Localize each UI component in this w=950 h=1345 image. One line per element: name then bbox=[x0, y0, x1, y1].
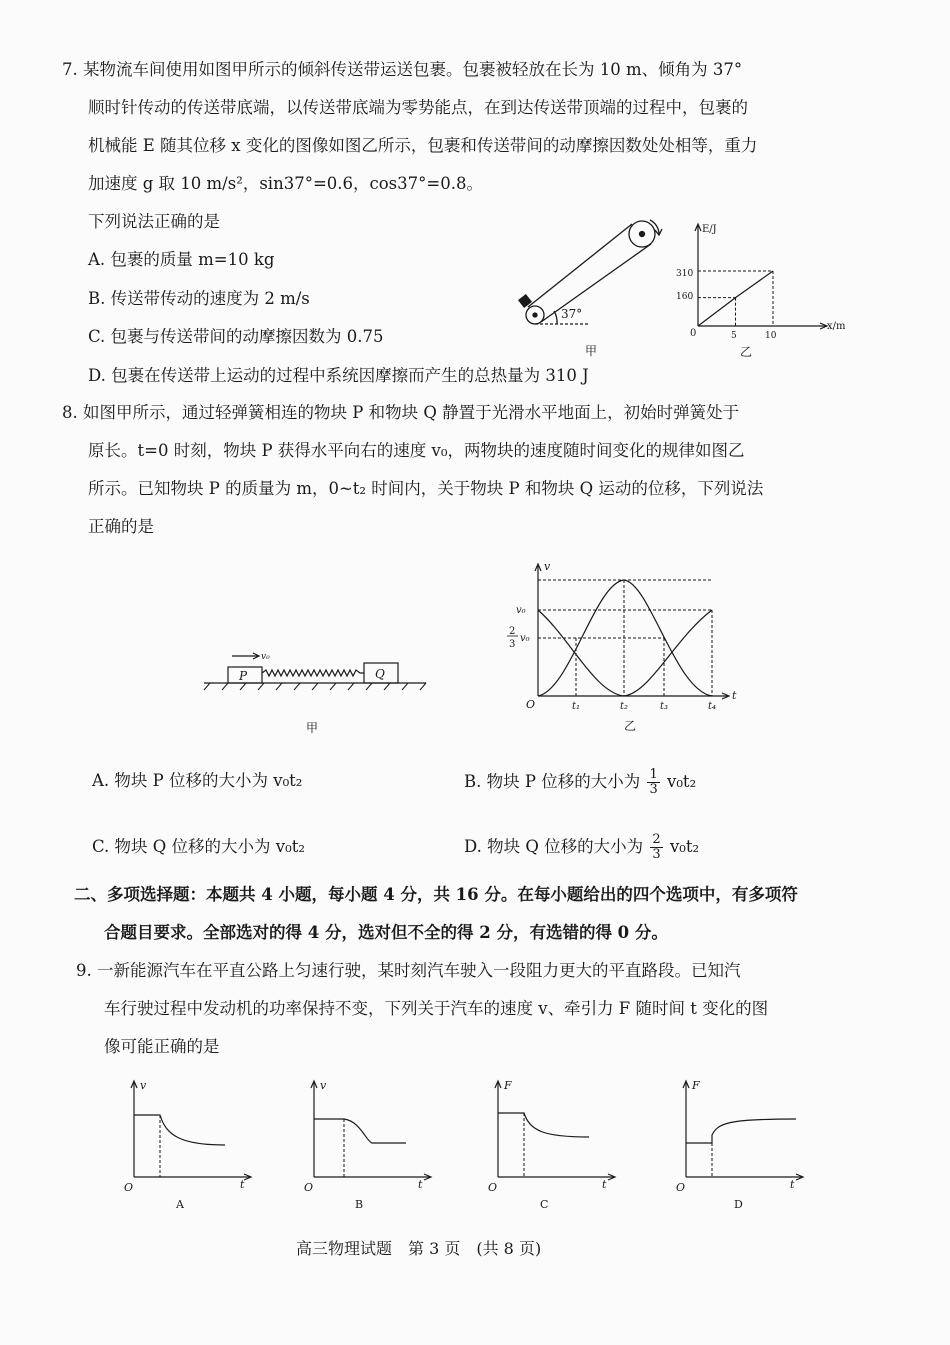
q7-stem-line-4: 加速度 g 取 10 m/s²，sin37°=0.6，cos37°=0.8。 bbox=[88, 174, 483, 193]
q8-option-d-prefix: D. 物块 Q 位移的大小为 bbox=[464, 837, 644, 856]
q7-stem-line-1: 7. 某物流车间使用如图甲所示的倾斜传送带运送包裹。包裹被轻放在长为 10 m、倾角为 37° bbox=[62, 60, 743, 79]
q9-graph-c-origin: O bbox=[488, 1181, 498, 1194]
q9-graph-b-y-label: v bbox=[320, 1079, 327, 1092]
q9-graph-d-origin: O bbox=[676, 1181, 686, 1194]
q8-option-d bbox=[464, 830, 699, 864]
q9-graph-d-y-label: F bbox=[692, 1079, 700, 1092]
q9-stem-line-3: 像可能正确的是 bbox=[104, 1037, 220, 1056]
q9-stem-line-1: 9. 一新能源汽车在平直公路上匀速行驶，某时刻汽车驶入一段阻力更大的平直路段。已知汽 bbox=[76, 961, 741, 980]
q8-graph-xtick-t2: t₂ bbox=[620, 701, 629, 712]
q8-fig-yi-caption: 乙 bbox=[624, 719, 637, 733]
q9-stem-line-2: 车行驶过程中发动机的功率保持不变，下列关于汽车的速度 v、牵引力 F 随时间 t 变化的图 bbox=[104, 999, 769, 1018]
q9-graph-c-x-label: t bbox=[602, 1178, 607, 1191]
section-2-heading: 二、多项选择题：本题共 4 小题，每小题 4 分，共 16 分。在每小题给出的四个选项中，有多项符 bbox=[74, 885, 798, 904]
q7-option-d: D. 包裹在传送带上运动的过程中系统因摩擦而产生的总热量为 310 J bbox=[88, 366, 589, 385]
q7-graph-ytick-160: 160 bbox=[676, 292, 694, 302]
q9-graph-a-x-label: t bbox=[240, 1178, 245, 1191]
q9-graph-b bbox=[300, 1075, 440, 1215]
q9-graph-a-y-label: v bbox=[140, 1079, 147, 1092]
q8-graph-ytick-frac-den: 3 bbox=[509, 639, 516, 650]
q9-graph-a bbox=[120, 1075, 260, 1215]
q8-graph-ytick-frac-num: 2 bbox=[509, 626, 516, 637]
q9-graph-b-origin: O bbox=[304, 1181, 314, 1194]
q7-stem-line-2: 顺时针传动的传送带底端，以传送带底端为零势能点，在到达传送带顶端的过程中，包裹的 bbox=[88, 98, 748, 117]
q9-graph-c bbox=[484, 1075, 624, 1215]
q8-option-b-fraction bbox=[647, 768, 659, 797]
q8-figure-vt-graph bbox=[500, 558, 750, 738]
q9-graph-d bbox=[672, 1075, 812, 1215]
q7-option-c: C. 包裹与传送带间的动摩擦因数为 0.75 bbox=[88, 327, 384, 346]
q7-fig-jia-caption: 甲 bbox=[585, 344, 598, 358]
q8-option-d-suffix: v₀t₂ bbox=[669, 837, 700, 856]
q8-figure-spring-blocks bbox=[198, 640, 438, 740]
q8-option-b-den: 3 bbox=[649, 782, 658, 797]
q8-block-p-label: P bbox=[239, 669, 248, 683]
q9-graph-b-x-label: t bbox=[418, 1178, 423, 1191]
q8-option-b-prefix: B. 物块 P 位移的大小为 bbox=[464, 772, 641, 791]
q8-stem-line-4: 正确的是 bbox=[88, 517, 154, 536]
q8-option-a: A. 物块 P 位移的大小为 v₀t₂ bbox=[92, 771, 303, 790]
q8-option-c: C. 物块 Q 位移的大小为 v₀t₂ bbox=[92, 837, 305, 856]
q8-graph-ytick-frac-suffix: v₀ bbox=[520, 633, 530, 644]
q7-prompt: 下列说法正确的是 bbox=[88, 212, 220, 231]
q8-option-b-num: 1 bbox=[649, 767, 658, 782]
q7-stem-line-3: 机械能 E 随其位移 x 变化的图像如图乙所示，包裹和传送带间的动摩擦因数处处相等，重力 bbox=[88, 136, 758, 155]
q7-figure-conveyor bbox=[505, 212, 675, 362]
q8-velocity-label: v₀ bbox=[261, 652, 270, 662]
q8-graph-ytick-v0: v₀ bbox=[516, 605, 526, 616]
q9-graph-d-letter: D bbox=[734, 1198, 743, 1211]
page-footer: 高三物理试题 第 3 页 (共 8 页) bbox=[296, 1239, 542, 1258]
q8-stem-line-2: 原长。t=0 时刻，物块 P 获得水平向右的速度 v₀，两物块的速度随时间变化的规律如图乙 bbox=[88, 441, 745, 460]
q8-graph-xtick-t1: t₁ bbox=[572, 701, 581, 712]
q9-graph-c-y-label: F bbox=[504, 1079, 512, 1092]
q9-graph-a-origin: O bbox=[124, 1181, 134, 1194]
q9-graph-d-x-label: t bbox=[790, 1178, 795, 1191]
q8-option-d-den: 3 bbox=[652, 847, 661, 862]
q8-option-d-num: 2 bbox=[652, 832, 661, 847]
q7-graph-ytick-310: 310 bbox=[676, 269, 694, 279]
q9-graph-c-letter: C bbox=[540, 1198, 549, 1211]
q8-block-q-label: Q bbox=[375, 667, 385, 681]
q7-option-b: B. 传送带传动的速度为 2 m/s bbox=[88, 289, 310, 308]
q7-graph-xtick-10: 10 bbox=[765, 331, 777, 341]
q7-option-a: A. 包裹的质量 m=10 kg bbox=[88, 250, 275, 269]
q8-graph-xtick-t4: t₄ bbox=[708, 701, 717, 712]
q8-graph-origin: O bbox=[526, 698, 536, 711]
q7-graph-x-label: x/m bbox=[827, 321, 846, 332]
q8-stem-line-3: 所示。已知物块 P 的质量为 m，0~t₂ 时间内，关于物块 P 和物块 Q 运动的位移，下列说法 bbox=[88, 479, 764, 498]
q8-fig-jia-caption: 甲 bbox=[306, 721, 319, 735]
section-2-instructions: 合题目要求。全部选对的得 4 分，选对但不全的得 2 分，有选错的得 0 分。 bbox=[104, 923, 668, 942]
q7-angle-label: 37° bbox=[561, 307, 583, 321]
q8-graph-y-label: v bbox=[544, 560, 551, 573]
q8-graph-xtick-t3: t₃ bbox=[660, 701, 669, 712]
q8-option-b bbox=[464, 765, 696, 799]
q7-graph-xtick-5: 5 bbox=[731, 331, 737, 341]
q8-graph-x-label: t bbox=[732, 689, 737, 702]
q8-option-b-suffix: v₀t₂ bbox=[667, 772, 697, 791]
q7-graph-y-label: E/J bbox=[702, 224, 717, 235]
q9-graph-b-letter: B bbox=[355, 1198, 364, 1211]
q9-graph-a-letter: A bbox=[176, 1198, 184, 1211]
q7-graph-origin: 0 bbox=[690, 328, 697, 339]
q7-figure-energy-graph bbox=[678, 218, 853, 358]
q8-stem-line-1: 8. 如图甲所示，通过轻弹簧相连的物块 P 和物块 Q 静置于光滑水平地面上，初始时弹簧处于 bbox=[62, 403, 740, 422]
q7-fig-yi-caption: 乙 bbox=[740, 345, 753, 359]
q8-option-d-fraction bbox=[650, 833, 662, 862]
